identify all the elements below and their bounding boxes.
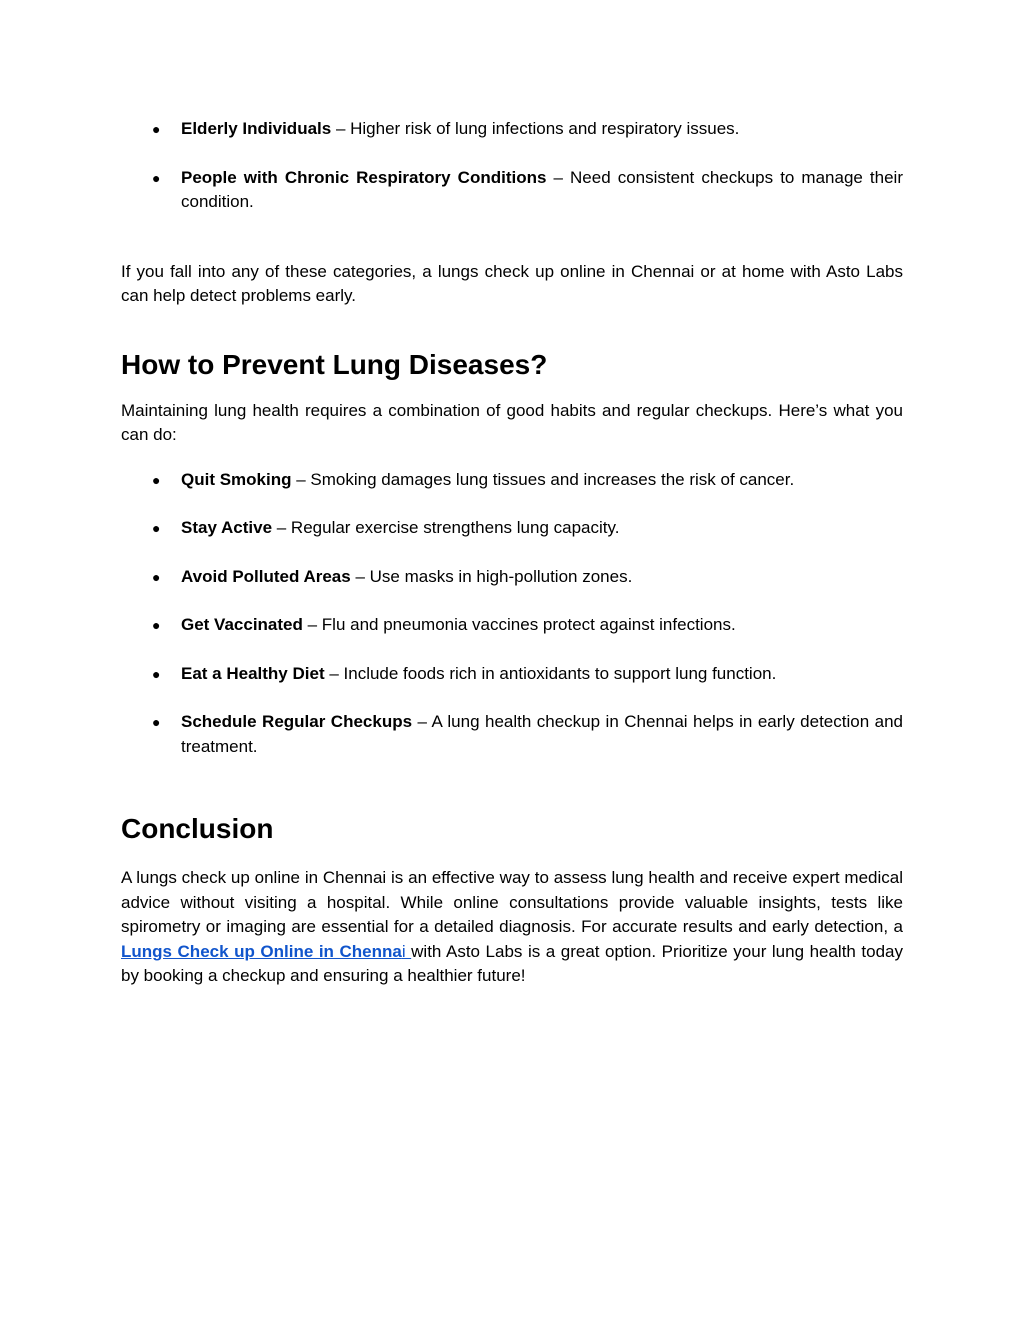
list-item-text: – Higher risk of lung infections and respiratory issues.	[331, 119, 740, 138]
page-content	[121, 117, 903, 989]
list-item-text: – A lung health checkup in Chennai helps in early detection and treatment.	[181, 712, 903, 756]
conclusion-text-before-link: A lungs check up online in Chennai is an effective way to assess lung health and receive expert medical advice without visiting a hospital. While online consultations provide valuable insights, tests like spirometry or imaging are essential for a detailed diagnosis. For accurate results and early detection, a	[121, 868, 903, 936]
link-tail[interactable]: i	[401, 941, 412, 961]
list-item-term: Get Vaccinated	[181, 615, 303, 634]
list-item-term: Stay Active	[181, 518, 273, 537]
prevent-intro-paragraph: Maintaining lung health requires a combination of good habits and regular checkups. Here’s what you can do:	[121, 400, 903, 444]
list-item	[121, 516, 903, 541]
bullet-icon: ●	[152, 169, 161, 186]
bullet-icon: ●	[152, 568, 161, 585]
risk-group-list	[121, 117, 903, 215]
list-item	[121, 710, 903, 759]
list-item	[121, 565, 903, 590]
list-item-term: Schedule Regular Checkups	[181, 712, 413, 731]
bullet-icon: ●	[152, 617, 161, 633]
list-item	[121, 166, 903, 215]
bullet-icon: ●	[152, 471, 161, 488]
list-item-term: Avoid Polluted Areas	[181, 566, 351, 586]
lungs-checkup-link[interactable]: Lungs Check up Online in Chenna	[121, 941, 402, 961]
list-item-text: – Need consistent checkups to manage their condition.	[181, 167, 903, 211]
list-item-term: Elderly Individuals	[181, 119, 332, 138]
list-item-text: – Use masks in high-pollution zones.	[350, 566, 633, 586]
prevent-heading: How to Prevent Lung Diseases?	[121, 348, 548, 380]
list-item-text: – Flu and pneumonia vaccines protect against infections.	[302, 615, 736, 634]
list-item-text: – Smoking damages lung tissues and increases the risk of cancer.	[291, 469, 795, 489]
list-item-term: Quit Smoking	[181, 469, 292, 489]
bullet-icon: ●	[152, 520, 161, 536]
list-item-term: Eat a Healthy Diet	[181, 663, 325, 683]
bullet-icon: ●	[152, 121, 161, 137]
bullet-icon: ●	[152, 665, 161, 682]
intro-paragraph: If you fall into any of these categories, a lungs check up online in Chennai or at home with Asto Labs can help detect problems early.	[121, 261, 903, 305]
list-item	[121, 468, 903, 493]
bullet-icon: ●	[152, 714, 161, 730]
conclusion-text-after-link: with Asto Labs is a great option. Prioritize your lung health today by booking a checkup and ensuring a healthier future!	[121, 941, 904, 985]
list-item	[121, 662, 903, 687]
conclusion-heading: Conclusion	[121, 813, 274, 844]
list-item	[121, 117, 903, 142]
list-item	[121, 613, 903, 638]
list-item-text: – Include foods rich in antioxidants to support lung function.	[324, 663, 777, 683]
conclusion-paragraph	[121, 866, 903, 989]
prevention-list	[121, 468, 903, 760]
list-item-text: – Regular exercise strengthens lung capacity.	[272, 518, 620, 537]
list-item-term: People with Chronic Respiratory Conditions	[181, 167, 547, 187]
